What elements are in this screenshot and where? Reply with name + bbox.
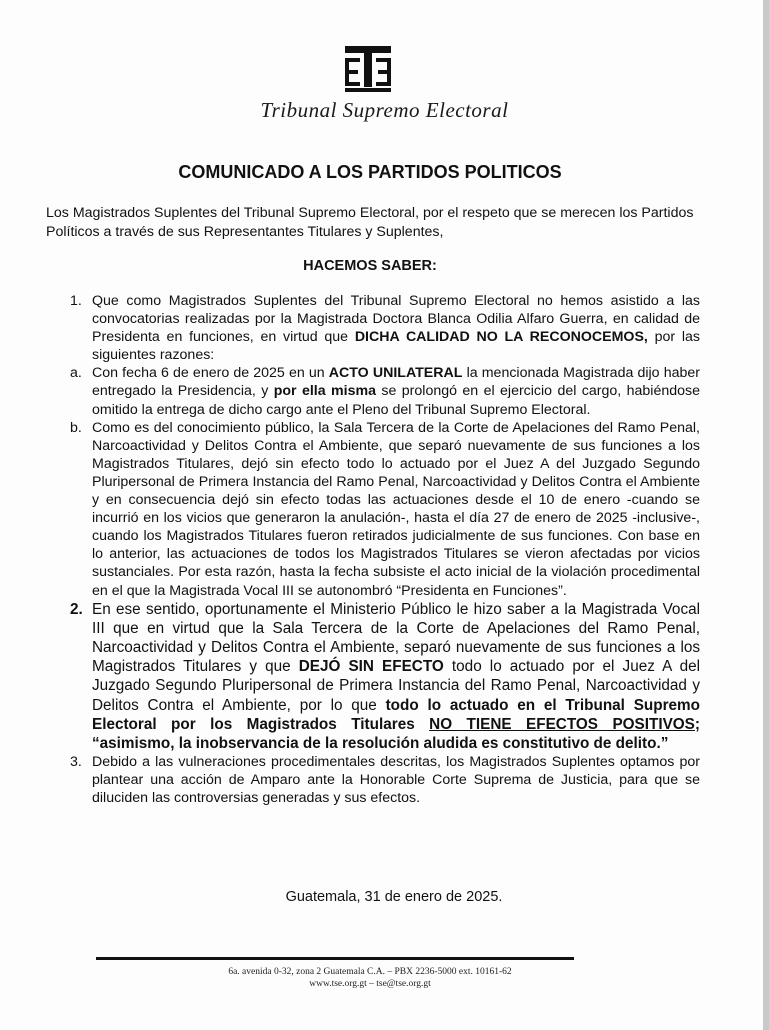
section-heading: HACEMOS SABER: — [303, 258, 437, 274]
list-marker: 3. — [70, 754, 82, 771]
footer — [0, 966, 740, 990]
item-list — [40, 292, 700, 808]
list-item-3: 3. Debido a las vulneraciones procedimentales descritas, los Magistrados Suplentes optamos por plantear una acción de Amparo ante la Honorable Corte Suprema de Justicia, para que se diluciden las controversias generadas y sus efectos. — [70, 754, 700, 807]
tse-logo-icon — [341, 44, 395, 94]
list-item-1: 1. Que como Magistrados Suplentes del Tribunal Supremo Electoral no hemos asistido a las convocatorias realizadas por la Magistrada Doctora Blanca Odilia Alfaro Guerra, en calidad de Presidenta en funciones, en virtud que DICHA CALIDAD NO LA RECONOCEMOS, por las siguientes razones: — [70, 293, 700, 364]
list-marker: 2. — [70, 600, 83, 618]
intro-paragraph: Los Magistrados Suplentes del Tribunal Supremo Electoral, por el respeto que se merecen los Partidos Políticos a través de sus Representantes Titulares y Suplentes, — [46, 205, 694, 240]
list-item-b: b. Como es del conocimiento público, la Sala Tercera de la Corte de Apelaciones del Ramo Penal, Narcoactividad y Delitos Contra el Ambiente, que separó nuevamente de sus funciones a los Magistrados Titulares, dejó sin efecto todo lo actuado por el Juez A del Juzgado Segundo Pluripersonal de Primera Instancia del Ramo Penal, Narcoactividad y Delitos Contra el Ambiente y en consecuencia dejó sin efecto todas las actuaciones desde el 10 de enero -cuando se incurrió en los vicios que generaron la anulación-, hasta el día 27 de enero de 2025 -inclusive-, cuando los Magistrados Titulares fueron retirados judicialmente de sus funciones. Con base en lo anterior, las actuaciones de todos los Magistrados Titulares se vieron afectadas por vicios sustanciales. Por esta razón, hasta la fecha subsiste el acto inicial de la violación procedimental en el que la Magistrada Vocal III se autonombró “Presidenta en Funciones”. — [70, 419, 700, 599]
list-marker: b. — [70, 419, 82, 436]
page-edge-shadow — [763, 0, 769, 1030]
page-title: COMUNICADO A LOS PARTIDOS POLITICOS — [178, 162, 562, 182]
list-marker: 1. — [70, 293, 82, 309]
footer-contact: www.tse.org.gt – tse@tse.org.gt — [309, 979, 431, 989]
list-marker: a. — [70, 365, 82, 382]
footer-address: 6a. avenida 0-32, zona 2 Guatemala C.A. – PBX 2236-5000 ext. 10161-62 — [228, 967, 512, 977]
footer-divider — [96, 957, 574, 960]
date-line: Guatemala, 31 de enero de 2025. — [285, 889, 503, 905]
institution-name: Tribunal Supremo Electoral — [260, 98, 509, 122]
list-item-2: 2. En ese sentido, oportunamente el Ministerio Público le hizo saber a la Magistrada Vocal III que en virtud que la Sala Tercera de la Corte de Apelaciones del Ramo Penal, Narcoactividad y Delitos Contra el Ambiente, separó nuevamente de sus funciones a los Magistrados Titulares y que DEJÓ SIN EFECTO todo lo actuado por el Juez A del Juzgado Segundo Pluripersonal de Primera Instancia del Ramo Penal, Narcoactividad y Delitos Contra el Ambiente, por lo que todo lo actuado en el Tribunal Supremo Electoral por los Magistrados Titulares NO TIENE EFECTOS POSITIVOS; “asimismo, la inobservancia de la resolución aludida es constitutivo de delito.” — [70, 600, 700, 753]
list-item-a: a. Con fecha 6 de enero de 2025 en un ACTO UNILATERAL la mencionada Magistrada dijo haber entregado la Presidencia, y por ella misma se prolongó en el ejercicio del cargo, habiéndose omitido la entrega de dicho cargo ante el Pleno del Tribunal Supremo Electoral. — [70, 365, 700, 418]
